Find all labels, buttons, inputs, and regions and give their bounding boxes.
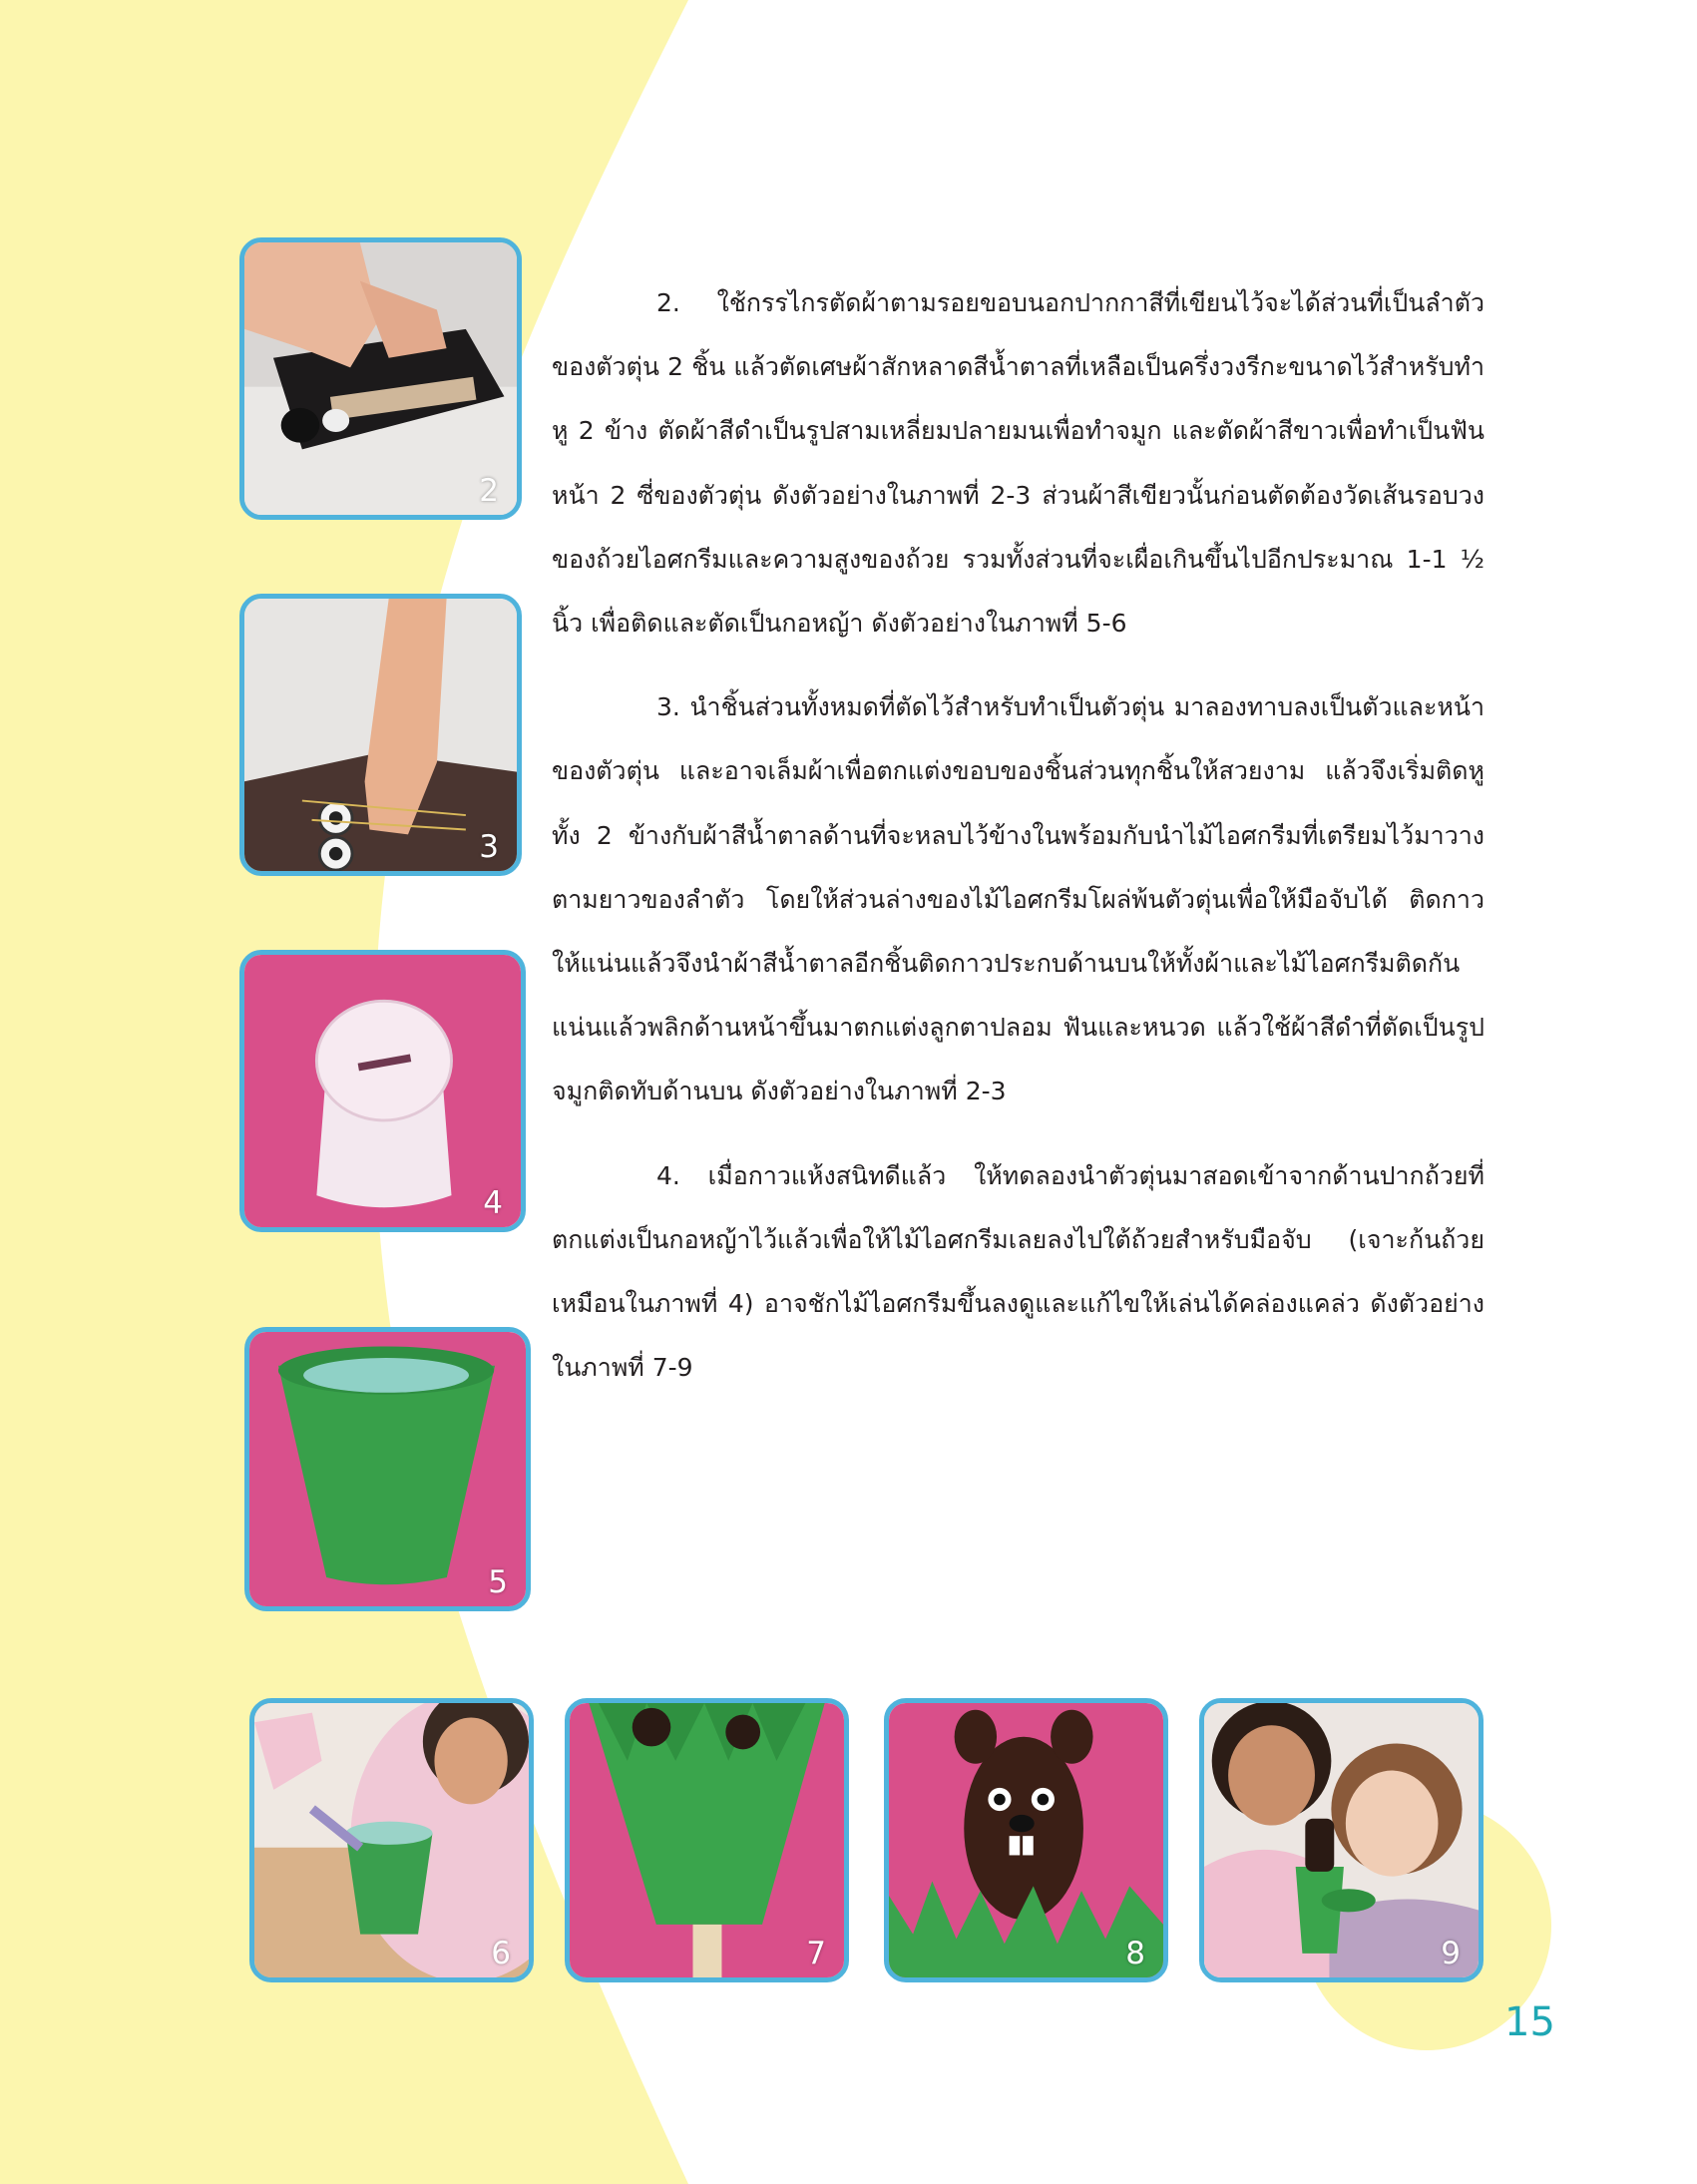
photo-4 (239, 950, 526, 1232)
paragraph-step-4: 4. เมื่อกาวแห้งสนิทดีแล้ว ให้ทดลองนำตัวตุ่นมาสอดเข้าจากด้านปากถ้วยที่ตกแต่งเป็นกอหญ้าไว้แล้วเพื่อให้ไม้ไอศกรีมเลยลงไปใต้ถ้วยสำหรับมือจับ (เจาะก้นถ้วยเหมือนในภาพที่ 4) อาจชักไม้ไอศกรีมขึ้นลงดูและแก้ไขให้เล่นได้คล่องแคล่ว ดังตัวอย่างในภาพที่ 7-9 (552, 1160, 1485, 1383)
instructions-text (552, 271, 1485, 1420)
photo-3 (239, 594, 522, 876)
photo-number: 4 (483, 1185, 503, 1221)
paragraph-step-3: 3. นำชิ้นส่วนทั้งหมดที่ตัดไว้สำหรับทำเป็นตัวตุ่น มาลองทาบลงเป็นตัวและหน้าของตัวตุ่น และอาจเล็มผ้าเพื่อตกแต่งขอบของชิ้นส่วนทุกชิ้นให้สวยงาม แล้วจึงเริ่มติดหูทั้ง 2 ข้างกับผ้าสีน้ำตาลด้านที่จะหลบไว้ข้างในพร้อมกับนำไม้ไอศกรีมที่เตรียมไว้มาวางตามยาวของลำตัว โดยให้ส่วนล่างของไม้ไอศกรีมโผล่พ้นตัวตุ่นเพื่อให้มือจับได้ ติดกาวให้แน่นแล้วจึงนำผ้าสีน้ำตาลอีกชิ้นติดกาวประกบด้านบนให้ทั้งผ้าและไม้ไอศกรีมติดกันแน่นแล้วพลิกด้านหน้าขึ้นมาตกแต่งลูกตาปลอม ฟันและหนวด แล้วใช้ผ้าสีดำที่ตัดเป็นรูปจมูกติดทับด้านบน ดังตัวอย่างในภาพที่ 2-3 (552, 692, 1485, 1106)
photo-number: 2 (479, 473, 499, 509)
photo-2 (239, 237, 522, 520)
photo-number: 3 (479, 829, 499, 865)
photo-7 (565, 1698, 849, 1982)
photo-6 (249, 1698, 534, 1982)
page-number: 15 (1504, 1999, 1555, 2045)
paragraph-step-2: 2. ใช้กรรไกรตัดผ้าตามรอยขอบนอกปากกาสีที่เขียนไว้จะได้ส่วนที่เป็นลำตัวของตัวตุ่น 2 ชิ้น แล้วตัดเศษผ้าสักหลาดสีน้ำตาลที่เหลือเป็นครึ่งวงรีกะขนาดไว้สำหรับทำหู 2 ข้าง ตัดผ้าสีดำเป็นรูปสามเหลี่ยมปลายมนเพื่อทำจมูก และตัดผ้าสีขาวเพื่อทำเป็นฟันหน้า 2 ซี่ของตัวตุ่น ดังตัวอย่างในภาพที่ 2-3 ส่วนผ้าสีเขียวนั้นก่อนตัดต้องวัดเส้นรอบวงของถ้วยไอศกรีมและความสูงของถ้วย รวมทั้งส่วนที่จะเผื่อเกินขึ้นไปอีกประมาณ 1-1 ½ นิ้ว เพื่อติดและตัดเป็นกอหญ้า ดังตัวอย่างในภาพที่ 5-6 (552, 288, 1485, 639)
photo-9 (1199, 1698, 1484, 1982)
photo-number: 8 (1125, 1936, 1145, 1971)
photo-number: 7 (806, 1936, 826, 1971)
photo-number: 6 (491, 1936, 511, 1971)
photo-8 (884, 1698, 1168, 1982)
photo-5 (244, 1327, 531, 1611)
photo-number: 9 (1441, 1936, 1461, 1971)
photo-number: 5 (488, 1564, 508, 1600)
